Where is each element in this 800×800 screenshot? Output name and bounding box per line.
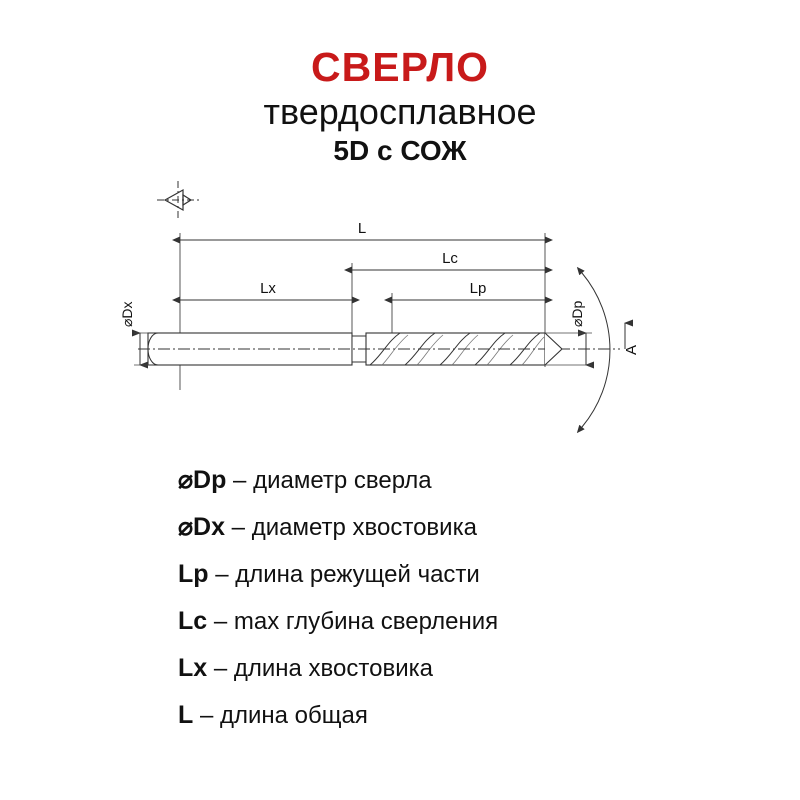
legend-item-lp: [178, 562, 758, 587]
legend-text-lx: – длина хвостовика: [207, 655, 433, 682]
legend-text-dx: – диаметр хвостовика: [225, 514, 477, 541]
legend-symbol-dp: ⌀Dp: [178, 466, 227, 494]
dimension-label-Lp: Lp: [469, 280, 487, 297]
legend-item-lc: [178, 609, 758, 634]
legend-text-lc: – max глубина сверления: [207, 608, 499, 635]
title-block: [0, 46, 800, 168]
page-subtitle-1: твердосплавное: [263, 91, 537, 133]
legend-symbol-l: L: [178, 701, 194, 729]
dimension-label-Lc: Lc: [442, 250, 458, 267]
legend-item-lx: [178, 656, 758, 681]
drill-technical-drawing: [120, 215, 680, 475]
legend-symbol-lp: Lp: [178, 560, 209, 588]
page-title: СВЕРЛО: [311, 44, 489, 90]
legend-item-dp: [178, 468, 758, 493]
diameter-label-Dx: ⌀Dx: [120, 301, 135, 327]
legend-text-lp: – длина режущей части: [208, 561, 480, 588]
legend-text-dp: – диаметр сверла: [226, 467, 432, 494]
dimension-label-L: L: [357, 220, 367, 237]
legend-symbol-dx: ⌀Dx: [178, 513, 226, 541]
legend-list: [178, 468, 758, 750]
legend-symbol-lc: Lc: [178, 607, 208, 635]
diameter-label-Dp: ⌀Dp: [569, 300, 585, 327]
legend-symbol-lx: Lx: [178, 654, 208, 682]
dimension-label-Lx: Lx: [260, 280, 276, 297]
legend-item-l: [178, 703, 758, 728]
angle-label-A: A: [623, 344, 640, 355]
legend-item-dx: [178, 515, 758, 540]
page-subtitle-2: 5D с СОЖ: [333, 135, 467, 167]
legend-text-l: – длина общая: [193, 702, 368, 729]
